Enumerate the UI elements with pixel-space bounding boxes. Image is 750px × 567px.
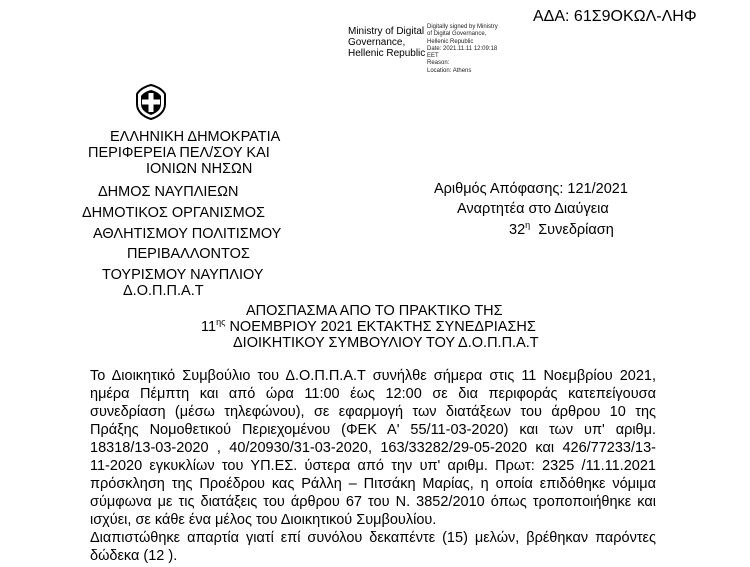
decision-number: Αριθμός Απόφασης: 121/2021 xyxy=(434,181,628,197)
header-line: ΔΗΜΟΤΙΚΟΣ ΟΡΓΑΝΙΣΜΟΣ xyxy=(82,205,265,221)
title-line-3: ΔΙΟΙΚΗΤΙΚΟΥ ΣΥΜΒΟΥΛΙΟΥ ΤΟΥ Δ.Ο.Π.Π.Α.Τ xyxy=(233,335,539,351)
body-line: 11-2020 εγκυκλίων του ΥΠ.ΕΣ. ύστερα από την υπ' αριθμ. Πρωτ: 2325 /11.11.2021 xyxy=(90,458,656,474)
body-line: πρόσκληση της Προέδρου κας Ράλλη – Πιτσάκη Μαρίας, η οποία επιδόθηκε νόμιμα xyxy=(90,476,656,492)
body-line: ημέρα Πέμπτη και από ώρα 11:00 έως 12:00 σε δια περιφοράς κατεπείγουσα xyxy=(90,386,656,402)
body-line: Διαπιστώθηκε απαρτία γιατί επί συνόλου δεκαπέντε (15) μελών, βρέθηκαν παρόντες xyxy=(90,530,656,546)
body-line: 18318/13-03-2020 , 40/20930/31-03-2020, 163/33282/29-05-2020 και 426/77233/13- xyxy=(90,440,656,456)
session-number: $32^\eta$ Συνεδρίαση xyxy=(509,220,614,238)
signature-signer: Ministry of Digital Governance, Hellenic Republic xyxy=(348,26,426,59)
body-text xyxy=(90,367,656,565)
title-line-2: $11^{\eta\varsigma}$ ΝΟΕΜΒΡΙΟΥ 2021 ΕΚΤΑΚΤΗΣ ΣΥΝΕΔΡΙΑΣΗΣ xyxy=(201,317,536,335)
body-line: δώδεκα (12 ). xyxy=(90,548,178,564)
body-line: ισχύει, σε κάθε ένα μέλος του Διοικητικού Συμβουλίου. xyxy=(90,512,437,528)
header-line: ΑΘΛΗΤΙΣΜΟΥ ΠΟΛΙΤΙΣΜΟΥ xyxy=(93,226,282,242)
signature-details: Digitally signed by Ministry of Digital Governance, Hellenic Republic Date: 2021.11.11 12:09:18 EET Reason: Location: Athens xyxy=(427,24,498,74)
header-line: ΔΗΜΟΣ ΝΑΥΠΛΙΕΩΝ xyxy=(98,184,239,200)
body-line: Το Διοικητικό Συμβούλιο του Δ.Ο.Π.Π.Α.Τ συνήλθε σήμερα στις 11 Νοεμβρίου 2021, xyxy=(90,368,656,384)
body-line: Πράξης Νομοθετικού Περιεχομένου (ΦΕΚ Α' 55/11-03-2020) και των υπ' αριθμ. xyxy=(90,422,656,438)
header-line: ΠΕΡΙΒΑΛΛΟΝΤΟΣ xyxy=(127,246,250,262)
title-line-1: ΑΠΟΣΠΑΣΜΑ ΑΠΟ ΤΟ ΠΡΑΚΤΙΚΟ ΤΗΣ xyxy=(246,303,503,319)
header-line: ΠΕΡΙΦΕΡΕΙΑ ΠΕΛ/ΣΟΥ ΚΑΙ xyxy=(88,145,270,161)
body-line: συνεδρίαση (μέσω τηλεφώνου), σε εφαρμογή των διατάξεων του άρθρου 10 της xyxy=(90,404,656,420)
posting-note: Αναρτητέα στο Διαύγεια xyxy=(457,201,609,217)
header-line: ΙΟΝΙΩΝ ΝΗΣΩΝ xyxy=(146,161,253,177)
greek-emblem-icon xyxy=(132,83,170,121)
ada-code: ΑΔΑ: 61Σ9ΟΚΩΛ-ΛΗΦ xyxy=(533,8,697,25)
header-line: Δ.Ο.Π.Π.Α.Τ xyxy=(123,283,204,299)
header-line: ΕΛΛΗΝΙΚΗ ΔΗΜΟΚΡΑΤΙΑ xyxy=(110,129,281,145)
body-line: σύμφωνα με τις διατάξεις του άρθρου 67 του Ν. 3852/2010 όπως τροποποιήθηκε και xyxy=(90,494,656,510)
header-line: ΤΟΥΡΙΣΜΟΥ ΝΑΥΠΛΙΟΥ xyxy=(102,267,264,283)
